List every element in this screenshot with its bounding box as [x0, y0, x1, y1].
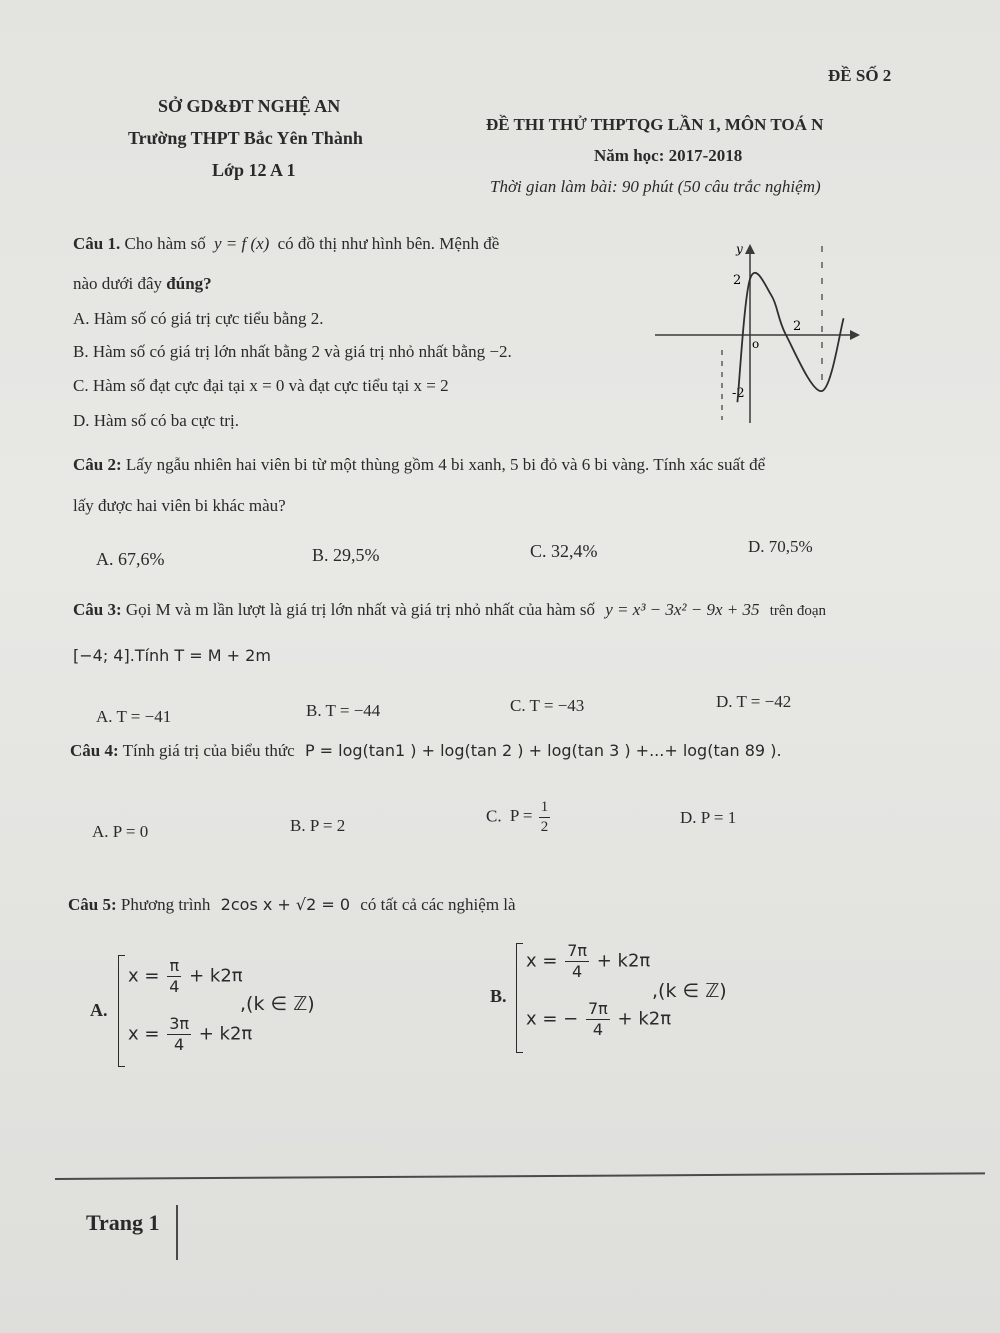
q2-option-d[interactable]: D. 70,5% — [748, 537, 813, 556]
q1-text-a: Cho hàm số — [124, 234, 206, 253]
q1-option-c[interactable]: C. Hàm số đạt cực đại tại x = 0 và đạt cực tiểu tại x = 2 — [73, 376, 449, 395]
q2-option-b[interactable]: B. 29,5% — [312, 545, 380, 565]
q5-option-b-line1: x = $\frac{7\pi}{4}$ + k2π — [526, 941, 651, 981]
q4-option-a[interactable]: A. P = 0 — [92, 822, 149, 841]
department-name: SỞ GD&ĐT NGHỆ AN — [158, 96, 341, 116]
school-name: Trường THPT Bắc Yên Thành — [128, 128, 363, 148]
q2-option-a[interactable]: A. 67,6% — [96, 549, 165, 569]
q5-stem: Câu 5: Phương trình 2cos x + √2 = 0 có tất cả các nghiệm là — [68, 895, 516, 914]
exam-code: ĐỀ SỐ 2 — [828, 66, 892, 85]
q5-option-a-condition: ,(k ∈ ℤ) — [240, 993, 315, 1015]
q5-option-a-bracket — [118, 955, 125, 1067]
q4-option-b[interactable]: B. P = 2 — [290, 816, 346, 835]
q1-option-b[interactable]: B. Hàm số có giá trị lớn nhất bằng 2 và giá trị nhỏ nhất bằng −2. — [73, 342, 512, 361]
q3-stem-line2: [−4; 4].Tính T = M + 2m — [73, 646, 271, 665]
q5-option-a-line2: x = $\frac{3\pi}{4}$ + k2π — [128, 1014, 253, 1054]
q4-formula: P = log(tan1 ) + log(tan 2 ) + log(tan 3 ) +...+ log(tan 89 ). — [304, 741, 782, 760]
q5-option-b-condition: ,(k ∈ ℤ) — [652, 980, 727, 1002]
q3-option-b[interactable]: B. T = −44 — [306, 701, 381, 720]
footer-vertical-divider — [176, 1205, 178, 1260]
q2-stem-line1: Câu 2: Lấy ngẫu nhiên hai viên bi từ một thùng gồm 4 bi xanh, 5 bi đỏ và 6 bi vàng. Tính xác suất để — [73, 455, 766, 474]
q4-option-c[interactable]: C. P = $\frac{1}{2}$ — [486, 799, 549, 835]
q3-stem-line1: Câu 3: Gọi M và m lần lượt là giá trị lớn nhất và giá trị nhỏ nhất của hàm số y = x³ − 3x² − 9x + 35 trên đoạn — [73, 600, 826, 619]
q2-label: Câu 2: — [73, 455, 122, 474]
q2-option-c[interactable]: C. 32,4% — [530, 541, 598, 561]
tick-label-y-2: 2 — [733, 273, 742, 288]
q1-function-graph — [650, 238, 865, 428]
q5-option-b-line2: x = − $\frac{7\pi}{4}$ + k2π — [526, 999, 672, 1039]
q3-label: Câu 3: — [73, 600, 122, 619]
q1-option-a[interactable]: A. Hàm số có giá trị cực tiểu bằng 2. — [73, 309, 324, 328]
tick-label-y-neg2: -2 — [732, 386, 745, 401]
page-number: Trang 1 — [86, 1210, 160, 1235]
q4-option-d[interactable]: D. P = 1 — [680, 808, 737, 827]
y-axis-label: y — [736, 242, 743, 256]
tick-label-x-2: 2 — [793, 319, 802, 334]
q3-option-d[interactable]: D. T = −42 — [716, 692, 792, 711]
q1-stem-line2: nào dưới đây đúng? — [73, 274, 212, 293]
q1-stem-line1 — [73, 234, 499, 254]
q4-label: Câu 4: — [70, 741, 119, 760]
q3-option-a[interactable]: A. T = −41 — [96, 707, 172, 726]
y-axis-arrow — [745, 244, 755, 254]
q2-stem-line2: lấy được hai viên bi khác màu? — [73, 496, 286, 515]
school-year: Năm học: 2017-2018 — [594, 146, 743, 165]
origin-label: o — [752, 337, 760, 351]
q1-text-b: có đồ thị như hình bên. Mệnh đề — [277, 234, 500, 253]
q1-option-d[interactable]: D. Hàm số có ba cực trị. — [73, 411, 239, 430]
q5-option-b-bracket — [516, 943, 523, 1053]
q5-option-a-letter[interactable]: A. — [90, 1000, 108, 1020]
q3-option-c[interactable]: C. T = −43 — [510, 696, 585, 715]
footer-divider — [55, 1172, 985, 1180]
q5-formula: 2cos x + √2 = 0 — [220, 895, 351, 914]
q5-label: Câu 5: — [68, 895, 117, 914]
q5-option-b-letter[interactable]: B. — [490, 986, 507, 1006]
class-name: Lớp 12 A 1 — [212, 160, 296, 180]
exam-duration: Thời gian làm bài: 90 phút (50 câu trắc nghiệm) — [490, 177, 821, 196]
q4-stem: Câu 4: Tính giá trị của biểu thức P = log(tan1 ) + log(tan 2 ) + log(tan 3 ) +...+ log(tan 89 ). — [70, 741, 782, 760]
q1-label: Câu 1. — [73, 234, 121, 253]
q4-option-c-fraction: $\frac{1}{2}$ — [540, 799, 549, 835]
q3-formula: y = x³ − 3x² − 9x + 35 — [605, 600, 760, 619]
q1-formula: y = f (x) — [213, 234, 270, 253]
exam-title: ĐỀ THI THỬ THPTQG LẦN 1, MÔN TOÁ N — [486, 115, 824, 134]
q5-option-a-line1: x = $\frac{\pi}{4}$ + k2π — [128, 956, 243, 996]
x-axis-arrow — [850, 330, 860, 340]
